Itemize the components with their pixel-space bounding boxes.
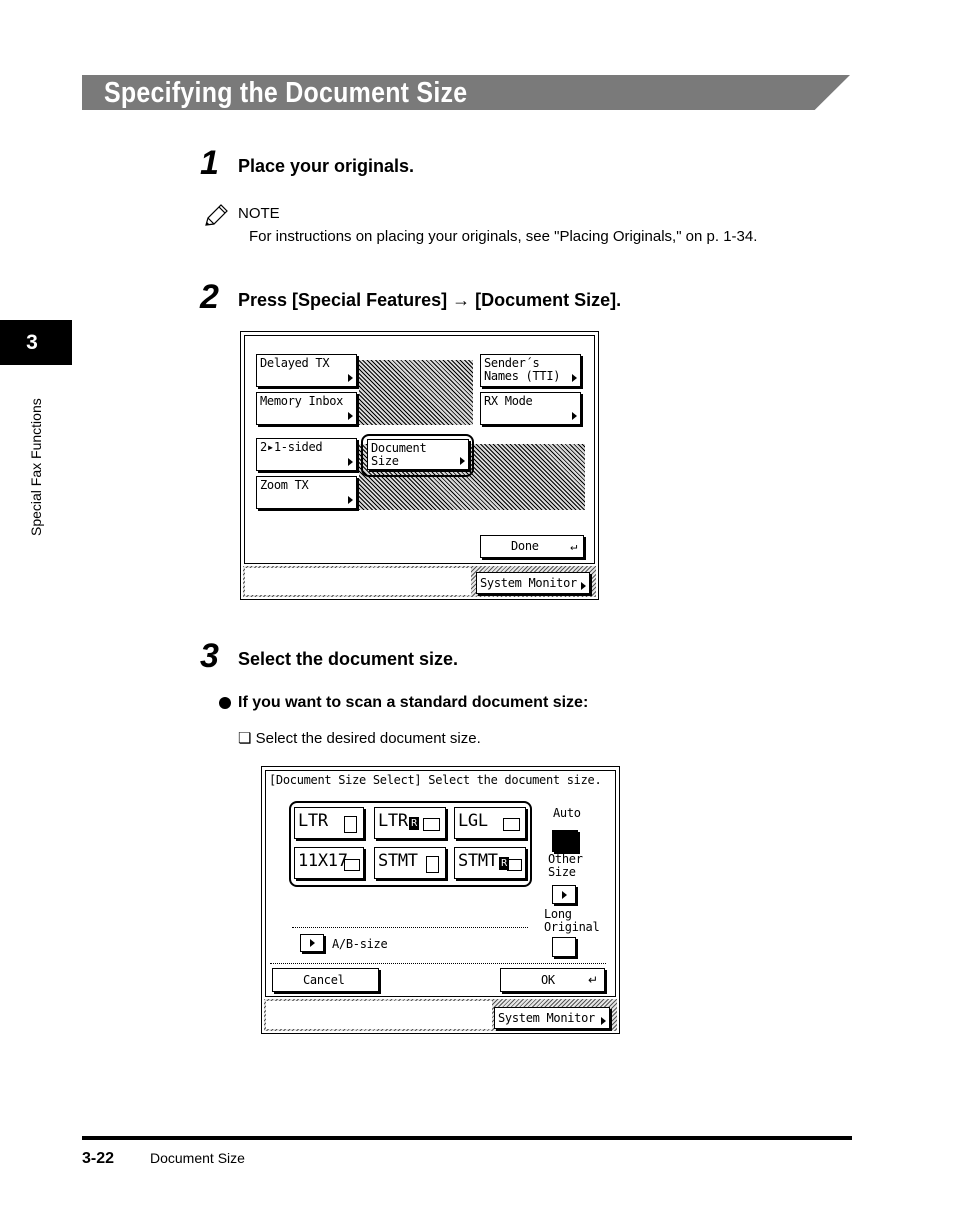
size-11x17-button[interactable] — [294, 847, 364, 879]
screen-header: [Document Size Select] Select the document size. — [269, 773, 602, 787]
done-button[interactable] — [480, 535, 584, 558]
two-one-sided-label: 2▸1-sided — [260, 440, 323, 454]
step-3-text: Select the document size. — [238, 649, 459, 669]
long-original-label: Long Original — [544, 907, 600, 934]
size-lgl-button[interactable] — [454, 807, 526, 839]
auto-button[interactable] — [552, 830, 578, 852]
step-1-number: 1 — [200, 144, 219, 182]
cancel-label: Cancel — [303, 973, 345, 987]
arrow-right-icon — [581, 582, 586, 590]
special-features-screen — [240, 331, 599, 600]
arrow-right-icon — [572, 412, 577, 420]
delayed-tx-label: Delayed TX — [260, 356, 330, 370]
size-stmt-label: STMT — [378, 851, 418, 871]
disabled-area — [359, 360, 473, 425]
zoom-tx-button[interactable] — [256, 476, 357, 509]
enter-icon: ↵ — [587, 973, 598, 987]
arrow-right-icon — [348, 412, 353, 420]
delayed-tx-button[interactable] — [256, 354, 357, 387]
rx-mode-button[interactable] — [480, 392, 581, 425]
system-monitor-label: System Monitor — [498, 1011, 595, 1025]
size-lgl-label: LGL — [458, 811, 488, 831]
senders-names-button[interactable] — [480, 354, 581, 387]
size-ltrr-button[interactable] — [374, 807, 446, 839]
zoom-tx-label: Zoom TX — [260, 478, 309, 492]
long-original-button[interactable] — [552, 937, 576, 957]
landscape-paper-icon — [507, 859, 522, 871]
note-heading: NOTE — [238, 205, 280, 222]
page-title: Specifying the Document Size — [104, 77, 468, 109]
memory-inbox-button[interactable] — [256, 392, 357, 425]
ok-button[interactable] — [500, 968, 605, 992]
landscape-paper-icon — [344, 859, 360, 871]
size-11x17-label: 11X17 — [298, 851, 348, 871]
sub-bullet-text: ❏ Select the desired document size. — [238, 730, 481, 747]
footer-title: Document Size — [150, 1150, 245, 1166]
note-text: For instructions on placing your originals, see "Placing Originals," on p. 1-34. — [249, 228, 758, 245]
footer-rule — [82, 1136, 852, 1140]
rx-mode-label: RX Mode — [484, 394, 533, 408]
size-stmtr-button[interactable] — [454, 847, 526, 879]
step-1-text: Place your originals. — [238, 156, 415, 176]
bullet-icon — [219, 697, 231, 709]
status-area — [245, 568, 471, 595]
document-size-button[interactable] — [367, 439, 469, 470]
system-monitor-button[interactable] — [476, 572, 590, 594]
ab-size-label: A/B-size — [332, 937, 388, 951]
cancel-button[interactable] — [272, 968, 379, 992]
status-area — [266, 1001, 492, 1029]
arrow-right-icon — [562, 891, 567, 899]
step-2-text: Press [Special Features] → [Document Size]. — [238, 290, 622, 310]
pencil-icon — [203, 203, 229, 229]
side-chapter-label: Special Fax Functions — [28, 398, 44, 536]
chapter-number: 3 — [26, 331, 38, 354]
enter-icon: ↵ — [570, 539, 577, 553]
senders-names-label: Sender´s Names (TTI) — [484, 356, 561, 383]
step-2-number: 2 — [200, 278, 219, 316]
size-ltrr-label: LTR — [378, 811, 408, 831]
system-monitor-button[interactable] — [494, 1007, 610, 1029]
done-label: Done — [511, 539, 539, 553]
arrow-right-icon — [601, 1017, 606, 1025]
landscape-paper-icon — [503, 818, 520, 831]
other-size-label: Other Size — [548, 852, 583, 879]
chapter-tab — [0, 320, 72, 365]
r-badge-icon: R — [409, 817, 419, 830]
auto-label: Auto — [553, 806, 581, 820]
document-size-label: Document Size — [371, 441, 427, 468]
arrow-right-icon — [348, 458, 353, 466]
ab-size-button[interactable] — [300, 934, 324, 952]
memory-inbox-label: Memory Inbox — [260, 394, 344, 408]
arrow-right-icon — [572, 374, 577, 382]
bullet-text: If you want to scan a standard document size: — [238, 694, 589, 711]
system-monitor-label: System Monitor — [480, 576, 577, 590]
page-number: 3-22 — [82, 1150, 115, 1167]
portrait-paper-icon — [426, 856, 439, 873]
arrow-right-icon — [348, 374, 353, 382]
size-ltr-label: LTR — [298, 811, 328, 831]
document-size-select-screen — [261, 766, 620, 1034]
size-stmtr-label: STMT — [458, 851, 498, 871]
size-stmt-button[interactable] — [374, 847, 446, 879]
divider — [292, 927, 528, 928]
portrait-paper-icon — [344, 816, 357, 833]
arrow-right-icon — [460, 457, 465, 465]
arrow-right-icon — [348, 496, 353, 504]
r-badge-icon: R — [499, 857, 509, 870]
two-one-sided-button[interactable] — [256, 438, 357, 471]
divider — [270, 963, 606, 964]
ok-label: OK — [541, 973, 555, 987]
other-size-button[interactable] — [552, 885, 576, 904]
step-3-number: 3 — [200, 637, 219, 675]
size-ltr-button[interactable] — [294, 807, 364, 839]
arrow-right-icon — [310, 939, 315, 947]
landscape-paper-icon — [423, 818, 440, 831]
